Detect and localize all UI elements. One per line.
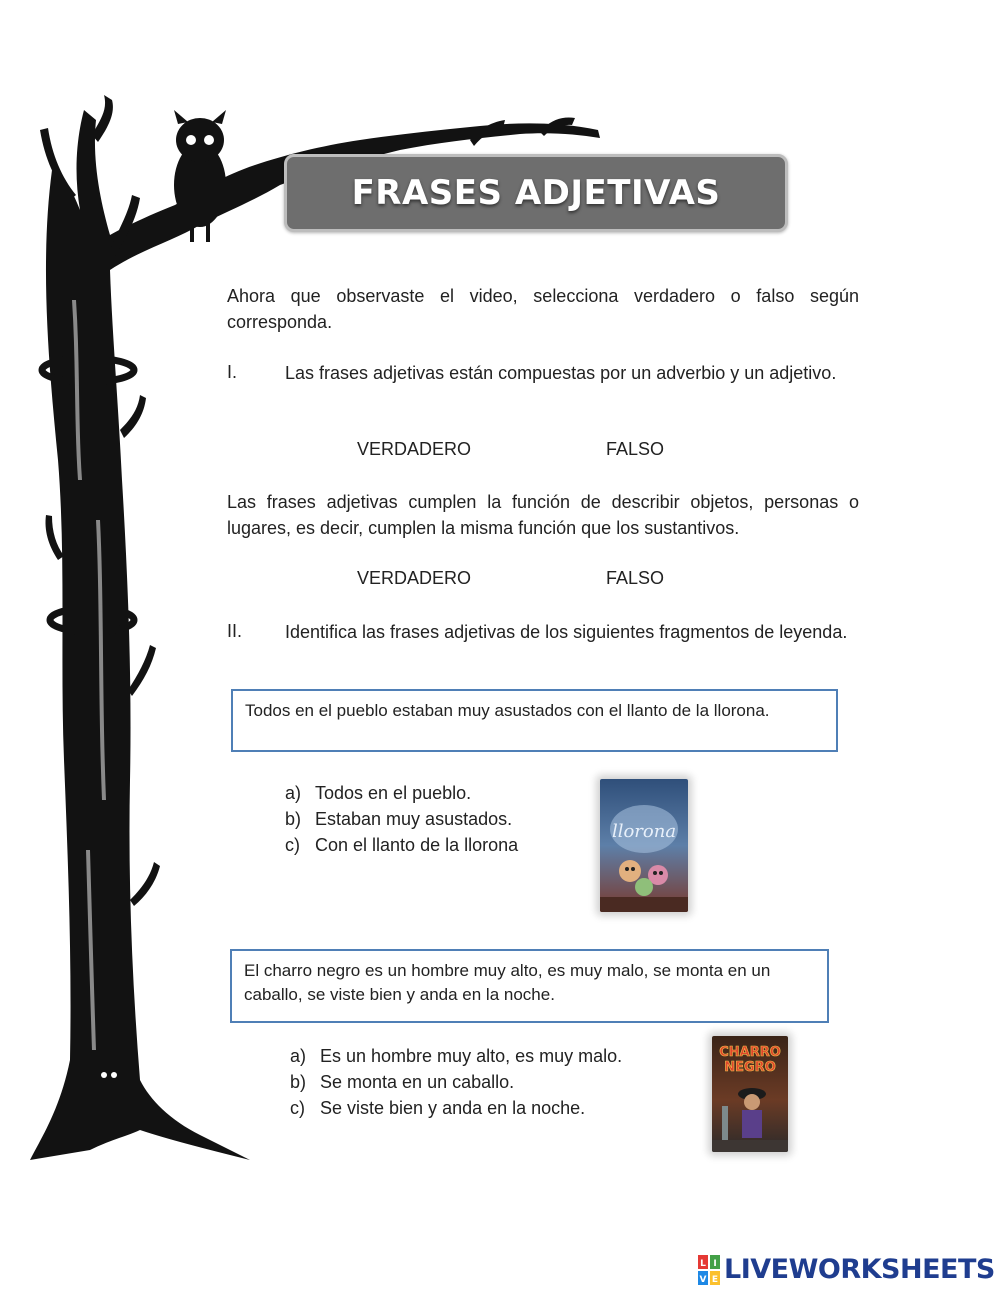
fragment-1-option-a[interactable] [285, 780, 518, 806]
section-1-statement: Las frases adjetivas están compuestas por un adverbio y un adjetivo. [285, 363, 837, 383]
section-2-instruction: Identifica las frases adjetivas de los siguientes fragmentos de leyenda. [285, 622, 848, 642]
false-option-2[interactable]: FALSO [606, 568, 665, 588]
option-text: Se monta en un caballo. [320, 1072, 515, 1092]
liveworksheets-logo [698, 1254, 995, 1285]
charro-poster-logo-line2: NEGRO [724, 1060, 776, 1075]
option-text: Estaban muy asustados. [315, 809, 513, 829]
section-1-numeral: I. [227, 362, 238, 382]
fragment-2-options [290, 1043, 622, 1121]
svg-text:L: L [700, 1258, 706, 1269]
option-text: Con el llanto de la llorona [315, 835, 519, 855]
option-marker: b) [290, 1072, 307, 1092]
option-marker: a) [285, 783, 302, 803]
intro-text: Ahora que observaste el video, selecciona verdadero o falso según corresponda. [227, 286, 859, 332]
statement-2-text: Las frases adjetivas cumplen la función de describir objetos, personas o lugares, es decir, cumplen la misma función que los sustantivos. [227, 492, 859, 538]
option-marker: b) [285, 809, 302, 829]
title-banner [284, 154, 788, 232]
option-marker: c) [285, 835, 300, 855]
fragment-2-option-c[interactable] [290, 1095, 622, 1121]
fragment-1-option-b[interactable] [285, 806, 518, 832]
llorona-poster-image [600, 779, 688, 912]
true-option-2[interactable]: VERDADERO [357, 568, 472, 588]
svg-text:I: I [713, 1258, 717, 1269]
true-option-1[interactable]: VERDADERO [357, 439, 472, 459]
charro-negro-poster-image [712, 1036, 788, 1152]
liveworksheets-badge-icon [698, 1255, 720, 1285]
svg-text:V: V [699, 1274, 707, 1285]
fragment-2-box: El charro negro es un hombre muy alto, es muy malo, se monta en un caballo, se viste bien y anda en la noche. [230, 949, 829, 1023]
fragment-2-option-b[interactable] [290, 1069, 622, 1095]
llorona-poster-logo: llorona [611, 821, 677, 842]
liveworksheets-brand-text: LIVEWORKSHEETS [724, 1254, 995, 1285]
page-title: FRASES ADJETIVAS [351, 173, 721, 213]
svg-text:E: E [711, 1274, 719, 1285]
fragment-1-options [285, 780, 518, 858]
option-text: Es un hombre muy alto, es muy malo. [320, 1046, 623, 1066]
fragment-1-option-c[interactable] [285, 832, 518, 858]
false-option-1[interactable]: FALSO [606, 439, 665, 459]
fragment-1-box: Todos en el pueblo estaban muy asustados con el llanto de la llorona. [231, 689, 838, 752]
option-text: Se viste bien y anda en la noche. [320, 1098, 586, 1118]
option-marker: c) [290, 1098, 305, 1118]
section-2-numeral: II. [227, 621, 243, 641]
option-marker: a) [290, 1046, 307, 1066]
option-text: Todos en el pueblo. [315, 783, 472, 803]
charro-poster-logo-line1: CHARRO [719, 1045, 781, 1060]
fragment-2-option-a[interactable] [290, 1043, 622, 1069]
